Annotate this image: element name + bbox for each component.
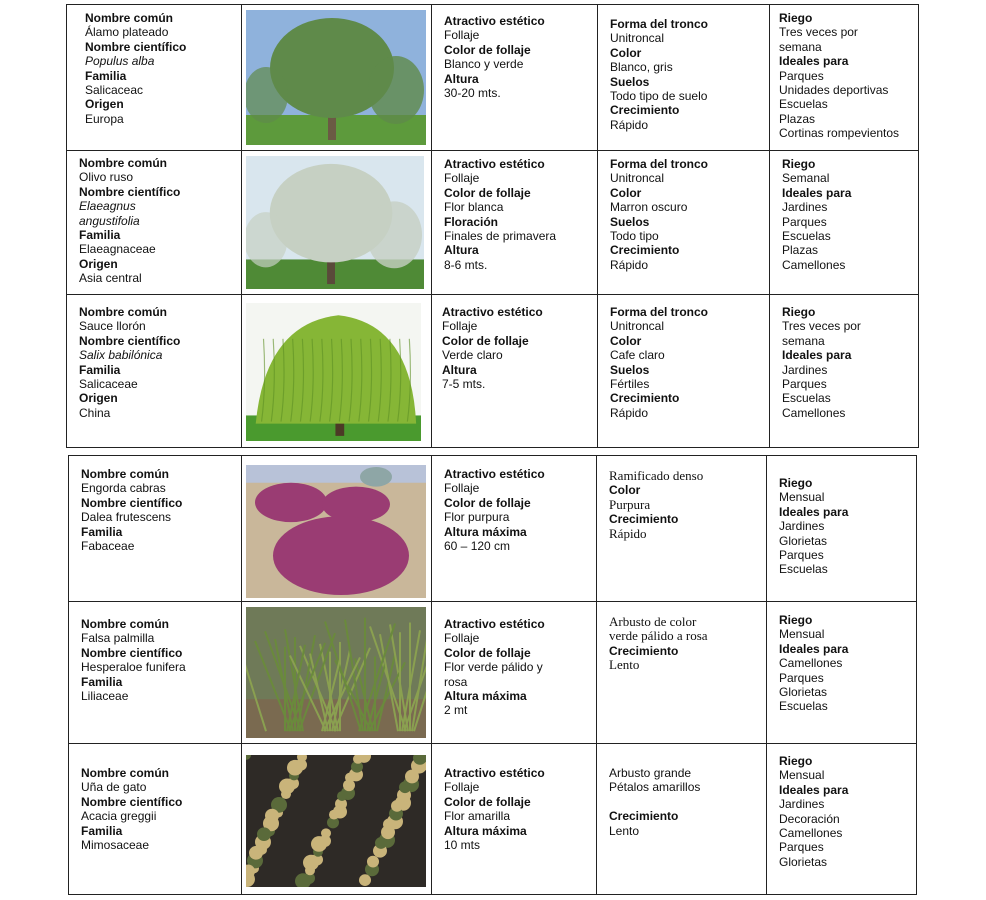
photo-cell: [242, 602, 432, 744]
populus-alba-photo: [246, 10, 426, 145]
scientific-name: Populus alba: [85, 54, 155, 69]
aesthetic-cell: Atractivo estético Follaje Color de follaje Flor blanca Floración Finales de primavera Altura 8-6 mts.: [432, 151, 598, 295]
identity-cell: Nombre común Falsa palmilla Nombre científico Hesperaloe funifera Familia Liliaceae: [69, 602, 242, 744]
table-row: [67, 151, 919, 295]
hesperaloe-photo: [246, 607, 426, 738]
scientific-name: Elaeagnus angustifolia: [79, 199, 140, 228]
ideal-for-list: Jardines Decoración Camellones Parques Glorietas: [779, 797, 843, 869]
identity-cell: Nombre común Álamo plateado Nombre científico Populus alba Familia Salicaceac Origen Europa: [67, 5, 242, 151]
identity-cell: Nombre común Engorda cabras Nombre científico Dalea frutescens Familia Fabaceae: [69, 456, 242, 602]
common-name: Álamo plateado: [85, 25, 169, 40]
family-name: Fabaceae: [81, 539, 135, 554]
origin-name: Europa: [85, 111, 124, 126]
trunk-cell: Forma del tronco Unitroncal Color Marron oscuro Suelos Todo tipo Crecimiento Rápido: [598, 151, 770, 295]
common-name: Sauce llorón: [79, 319, 146, 334]
table-row: [67, 295, 919, 448]
salix-photo: [246, 303, 421, 441]
aesthetic-cell: Atractivo estético Follaje Color de follaje Flor amarilla Altura máxima 10 mts: [432, 744, 597, 895]
shrubs-table: [68, 455, 917, 895]
identity-cell: Nombre común Sauce llorón Nombre científico Salix babilónica Familia Salicaceae Origen China: [67, 295, 242, 448]
dalea-photo: [246, 465, 426, 598]
common-name: Olivo ruso: [79, 170, 134, 185]
table-row: [67, 5, 919, 151]
ideal-for-list: Jardines Parques Escuelas Plazas Camellones: [782, 200, 846, 272]
identity-cell: Nombre común Olivo ruso Nombre científico Elaeagnus angustifolia Familia Elaeagnaceae Origen Asia central: [67, 151, 242, 295]
family-name: Salicaceae: [79, 377, 138, 392]
table-row: [69, 744, 917, 895]
form-cell: Arbusto grande Pétalos amarillos Crecimiento Lento: [597, 744, 767, 895]
common-name: Uña de gato: [81, 780, 147, 795]
aesthetic-cell: Atractivo estético Follaje Color de follaje Flor purpura Altura máxima 60 – 120 cm: [432, 456, 597, 602]
photo-cell: [242, 456, 432, 602]
ideal-for-list: Camellones Parques Glorietas Escuelas: [779, 656, 843, 714]
family-name: Elaeagnaceae: [79, 242, 156, 257]
common-name: Falsa palmilla: [81, 631, 155, 646]
ideal-for-list: Parques Unidades deportivas Escuelas Plazas Cortinas rompevientos: [779, 68, 900, 141]
scientific-name: Salix babilónica: [79, 348, 163, 363]
scientific-name: Dalea frutescens: [81, 510, 172, 525]
scientific-name: Acacia greggii: [81, 809, 157, 824]
family-name: Liliaceae: [81, 689, 129, 704]
family-name: Mimosaceae: [81, 838, 150, 853]
trunk-cell: Forma del tronco Unitroncal Color Blanco, gris Suelos Todo tipo de suelo Crecimiento Rápido: [598, 5, 770, 151]
origin-name: Asia central: [79, 271, 142, 286]
irrigation-cell: Riego Mensual Ideales para Jardines Decoración Camellones Parques Glorietas: [767, 744, 917, 895]
photo-cell: [242, 295, 432, 448]
irrigation-cell: Riego Tres veces por semana Ideales para Parques Unidades deportivas Escuelas Plazas Cortinas rompevientos: [770, 5, 919, 151]
trunk-cell: Forma del tronco Unitroncal Color Cafe claro Suelos Fértiles Crecimiento Rápido: [598, 295, 770, 448]
family-name: Salicaceac: [85, 83, 144, 98]
elaeagnus-photo: [246, 156, 424, 289]
photo-cell: [242, 151, 432, 295]
common-name: Engorda cabras: [81, 481, 166, 496]
scientific-name: Hesperaloe funifera: [81, 660, 186, 675]
irrigation-cell: Riego Mensual Ideales para Jardines Glorietas Parques Escuelas: [767, 456, 917, 602]
aesthetic-cell: Atractivo estético Follaje Color de follaje Verde claro Altura 7-5 mts.: [432, 295, 598, 448]
ideal-for-list: Jardines Parques Escuelas Camellones: [782, 362, 846, 420]
aesthetic-cell: Atractivo estético Follaje Color de follaje Flor verde pálido y rosa Altura máxima 2 mt: [432, 602, 597, 744]
irrigation-cell: Riego Mensual Ideales para Camellones Parques Glorietas Escuelas: [767, 602, 917, 744]
acacia-photo: [246, 755, 426, 887]
form-cell: Ramificado denso Color Purpura Crecimiento Rápido: [597, 456, 767, 602]
irrigation-cell: Riego Tres veces por semana Ideales para Jardines Parques Escuelas Camellones: [770, 295, 919, 448]
aesthetic-cell: Atractivo estético Follaje Color de follaje Blanco y verde Altura 30-20 mts.: [432, 5, 598, 151]
irrigation-cell: Riego Semanal Ideales para Jardines Parques Escuelas Plazas Camellones: [770, 151, 919, 295]
photo-cell: [242, 744, 432, 895]
photo-cell: [242, 5, 432, 151]
trees-table: [66, 4, 919, 448]
table-row: [69, 456, 917, 602]
origin-name: China: [79, 405, 111, 420]
table-row: [69, 602, 917, 744]
form-cell: Arbusto de color verde pálido a rosa Crecimiento Lento: [597, 602, 767, 744]
identity-cell: Nombre común Uña de gato Nombre científico Acacia greggii Familia Mimosaceae: [69, 744, 242, 895]
ideal-for-list: Jardines Glorietas Parques Escuelas: [779, 519, 828, 577]
